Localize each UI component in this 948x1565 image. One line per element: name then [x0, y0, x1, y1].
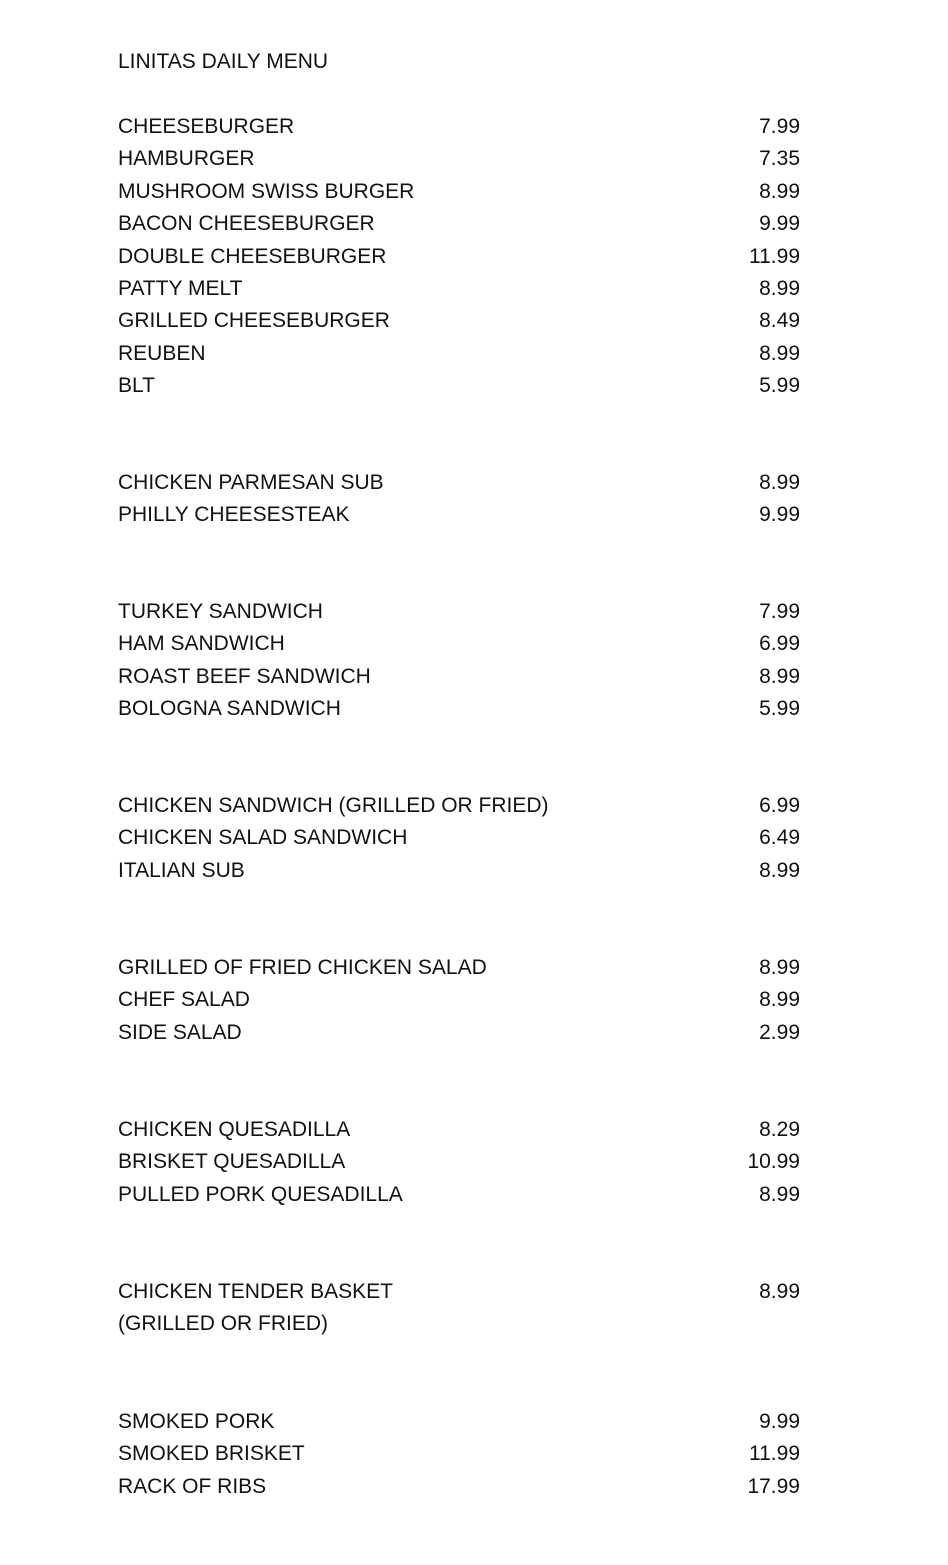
menu-item — [118, 245, 800, 277]
item-price: 11.99 — [749, 244, 800, 268]
menu-section-baskets — [118, 1280, 800, 1345]
item-price: 10.99 — [747, 1150, 800, 1174]
item-name: SIDE SALAD — [118, 1020, 242, 1044]
menu-item — [118, 632, 800, 664]
item-price: 7.35 — [759, 147, 800, 171]
menu-item — [118, 1475, 800, 1507]
menu-section-burgers — [118, 115, 800, 407]
menu-section-quesadillas — [118, 1118, 800, 1215]
item-price: 8.99 — [759, 471, 800, 494]
item-price: 8.49 — [759, 309, 800, 333]
item-name: GRILLED CHEESEBURGER — [118, 309, 390, 333]
menu-item — [118, 1183, 800, 1215]
menu-item — [118, 1410, 800, 1442]
menu-item — [118, 212, 800, 244]
menu-title: LINITAS DAILY MENU — [118, 50, 329, 73]
item-name: CHICKEN PARMESAN SUB — [118, 471, 384, 494]
menu-item — [118, 1280, 800, 1345]
item-name: PATTY MELT — [118, 276, 243, 300]
item-name: BRISKET QUESADILLA — [118, 1150, 346, 1174]
item-name: BACON CHEESEBURGER — [118, 212, 375, 236]
item-name: CHICKEN SALAD SANDWICH — [118, 826, 408, 850]
menu-item — [118, 309, 800, 341]
item-name: SMOKED PORK — [118, 1410, 275, 1433]
item-price: 8.99 — [759, 341, 800, 365]
item-price: 5.99 — [759, 697, 800, 721]
menu-item — [118, 374, 800, 406]
item-price: 8.99 — [759, 956, 800, 979]
menu-item — [118, 503, 800, 535]
item-price: 7.99 — [759, 600, 800, 623]
menu-item — [118, 988, 800, 1020]
item-price: 17.99 — [747, 1474, 800, 1498]
menu-item — [118, 342, 800, 374]
item-price: 9.99 — [759, 212, 800, 236]
item-name: CHICKEN SANDWICH (GRILLED OR FRIED) — [118, 794, 549, 817]
menu-section-salads — [118, 956, 800, 1053]
item-price: 7.99 — [759, 115, 800, 138]
menu-item — [118, 1150, 800, 1182]
item-name: ROAST BEEF SANDWICH — [118, 664, 371, 688]
item-price: 6.99 — [759, 632, 800, 656]
item-name: DOUBLE CHEESEBURGER — [118, 244, 387, 268]
item-name: PULLED PORK QUESADILLA — [118, 1182, 403, 1206]
menu-item — [118, 600, 800, 632]
item-price: 8.99 — [759, 664, 800, 688]
menu-item — [118, 115, 800, 147]
item-name: BLT — [118, 374, 155, 398]
menu-item — [118, 1118, 800, 1150]
menu-item — [118, 277, 800, 309]
menu-section-sandwiches — [118, 600, 800, 730]
menu-item — [118, 471, 800, 503]
menu-item — [118, 794, 800, 826]
menu-section-subs — [118, 471, 800, 536]
item-price: 8.99 — [759, 858, 800, 882]
item-name: CHEF SALAD — [118, 988, 250, 1012]
menu-section-chicken-sandwiches — [118, 794, 800, 891]
menu-item — [118, 1442, 800, 1474]
item-name: BOLOGNA SANDWICH — [118, 697, 341, 721]
item-price: 6.49 — [759, 826, 800, 850]
item-name: TURKEY SANDWICH — [118, 600, 323, 623]
item-name: ITALIAN SUB — [118, 858, 245, 882]
item-name: HAMBURGER — [118, 147, 255, 171]
menu-item — [118, 180, 800, 212]
item-price: 11.99 — [749, 1442, 800, 1466]
menu-item — [118, 665, 800, 697]
item-price: 8.29 — [759, 1118, 800, 1141]
item-price: 5.99 — [759, 374, 800, 398]
item-note: (GRILLED OR FRIED) — [118, 1312, 329, 1336]
item-price: 6.99 — [759, 794, 800, 817]
menu-item — [118, 826, 800, 858]
item-price: 8.99 — [759, 276, 800, 300]
item-name: RACK OF RIBS — [118, 1474, 267, 1498]
item-price: 8.99 — [759, 988, 800, 1012]
item-name: SMOKED BRISKET — [118, 1442, 305, 1466]
item-name: CHICKEN TENDER BASKET — [118, 1280, 393, 1303]
item-name: CHEESEBURGER — [118, 115, 295, 138]
item-price: 8.99 — [759, 179, 800, 203]
menu-section-smoked — [118, 1410, 800, 1507]
menu-item — [118, 697, 800, 729]
item-name: GRILLED OF FRIED CHICKEN SALAD — [118, 956, 487, 979]
item-price: 8.99 — [759, 1280, 800, 1303]
item-name: HAM SANDWICH — [118, 632, 285, 656]
item-name: CHICKEN QUESADILLA — [118, 1118, 351, 1141]
item-name: REUBEN — [118, 341, 206, 365]
item-name: MUSHROOM SWISS BURGER — [118, 179, 415, 203]
item-price: 9.99 — [759, 503, 800, 527]
menu-item — [118, 859, 800, 891]
item-name: PHILLY CHEESESTEAK — [118, 503, 350, 527]
menu-item — [118, 956, 800, 988]
item-price: 9.99 — [759, 1410, 800, 1433]
item-price: 2.99 — [759, 1020, 800, 1044]
menu-item — [118, 1021, 800, 1053]
item-price: 8.99 — [759, 1182, 800, 1206]
menu-item — [118, 147, 800, 179]
